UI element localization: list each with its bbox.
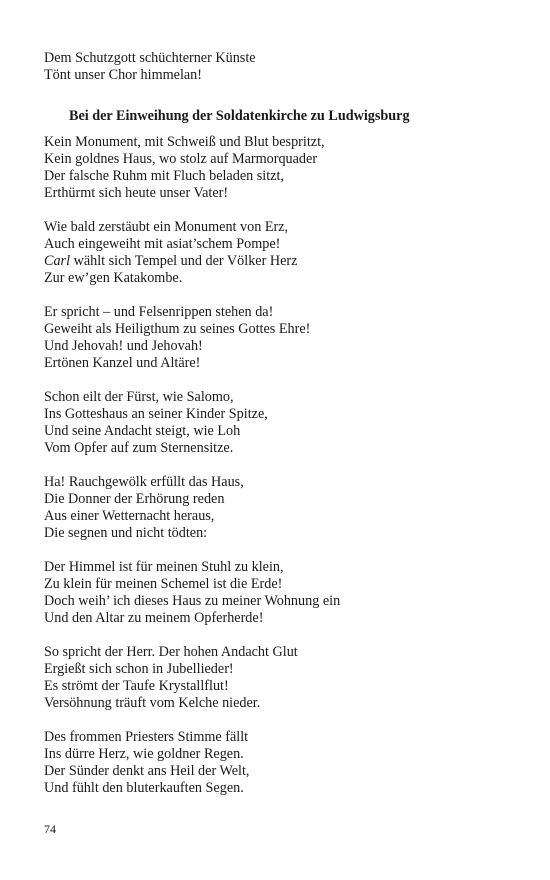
verse-line: Der Himmel ist für meinen Stuhl zu klein,: [44, 559, 284, 575]
verse-line: Und Jehovah! und Jehovah!: [44, 338, 203, 354]
verse-line: Vom Opfer auf zum Sternensitze.: [44, 440, 234, 456]
page-number: 74: [44, 822, 56, 836]
stanza-2: [44, 219, 514, 287]
stanza-3: [44, 304, 514, 372]
poem-title: Bei der Einweihung der Soldatenkirche zu Ludwigsburg: [69, 108, 410, 124]
verse-line: Erthürmt sich heute unser Vater!: [44, 185, 229, 201]
page-content: [44, 50, 514, 814]
verse-line: Tönt unser Chor himmelan!: [44, 67, 203, 83]
italic-name-carl: Carl: [44, 253, 71, 269]
verse-line: Ins Gotteshaus an seiner Kinder Spitze,: [44, 406, 268, 422]
verse-line: Zur ew’gen Katakombe.: [44, 270, 183, 286]
verse-line: Schon eilt der Fürst, wie Salomo,: [44, 389, 234, 405]
verse-line: Zu klein für meinen Schemel ist die Erde!: [44, 576, 283, 592]
verse-line: Ha! Rauchgewölk erfüllt das Haus,: [44, 474, 244, 490]
verse-line: Und fühlt den bluterkauften Segen.: [44, 780, 244, 796]
verse-line: Kein Monument, mit Schweiß und Blut bespritzt,: [44, 134, 325, 150]
verse-line: Wie bald zerstäubt ein Monument von Erz,: [44, 219, 289, 235]
verse-line: Geweiht als Heiligthum zu seines Gottes Ehre!: [44, 321, 311, 337]
stanza-7: [44, 644, 514, 712]
opening-stanza: [44, 50, 514, 84]
verse-line: [44, 253, 514, 270]
stanza-8: [44, 729, 514, 797]
verse-line: Ins dürre Herz, wie goldner Regen.: [44, 746, 244, 762]
verse-line: Die segnen und nicht tödten:: [44, 525, 208, 541]
verse-line-rest: wählt sich Tempel und der Völker Herz: [73, 253, 298, 269]
verse-line: Und seine Andacht steigt, wie Loh: [44, 423, 241, 439]
verse-line: Der falsche Ruhm mit Fluch beladen sitzt,: [44, 168, 284, 184]
verse-line: Kein goldnes Haus, wo stolz auf Marmorquader: [44, 151, 318, 167]
verse-line: Es strömt der Taufe Krystallflut!: [44, 678, 229, 694]
verse-line: Ergießt sich schon in Jubellieder!: [44, 661, 234, 677]
verse-line: Des frommen Priesters Stimme fällt: [44, 729, 249, 745]
verse-line: Dem Schutzgott schüchterner Künste: [44, 50, 256, 66]
verse-line: Er spricht – und Felsenrippen stehen da!: [44, 304, 274, 320]
verse-line: Ertönen Kanzel und Altäre!: [44, 355, 201, 371]
verse-line: Doch weih’ ich dieses Haus zu meiner Wohnung ein: [44, 593, 341, 609]
verse-line: Auch eingeweiht mit asiat’schem Pompe!: [44, 236, 281, 252]
verse-line: So spricht der Herr. Der hohen Andacht Glut: [44, 644, 298, 660]
stanza-6: [44, 559, 514, 627]
stanza-5: [44, 474, 514, 542]
verse-line: Der Sünder denkt ans Heil der Welt,: [44, 763, 250, 779]
verse-line: Und den Altar zu meinem Opferherde!: [44, 610, 264, 626]
verse-line: Aus einer Wetternacht heraus,: [44, 508, 215, 524]
verse-line: Versöhnung träuft vom Kelche nieder.: [44, 695, 261, 711]
stanza-1: [44, 134, 514, 202]
stanza-4: [44, 389, 514, 457]
verse-line: Die Donner der Erhörung reden: [44, 491, 225, 507]
